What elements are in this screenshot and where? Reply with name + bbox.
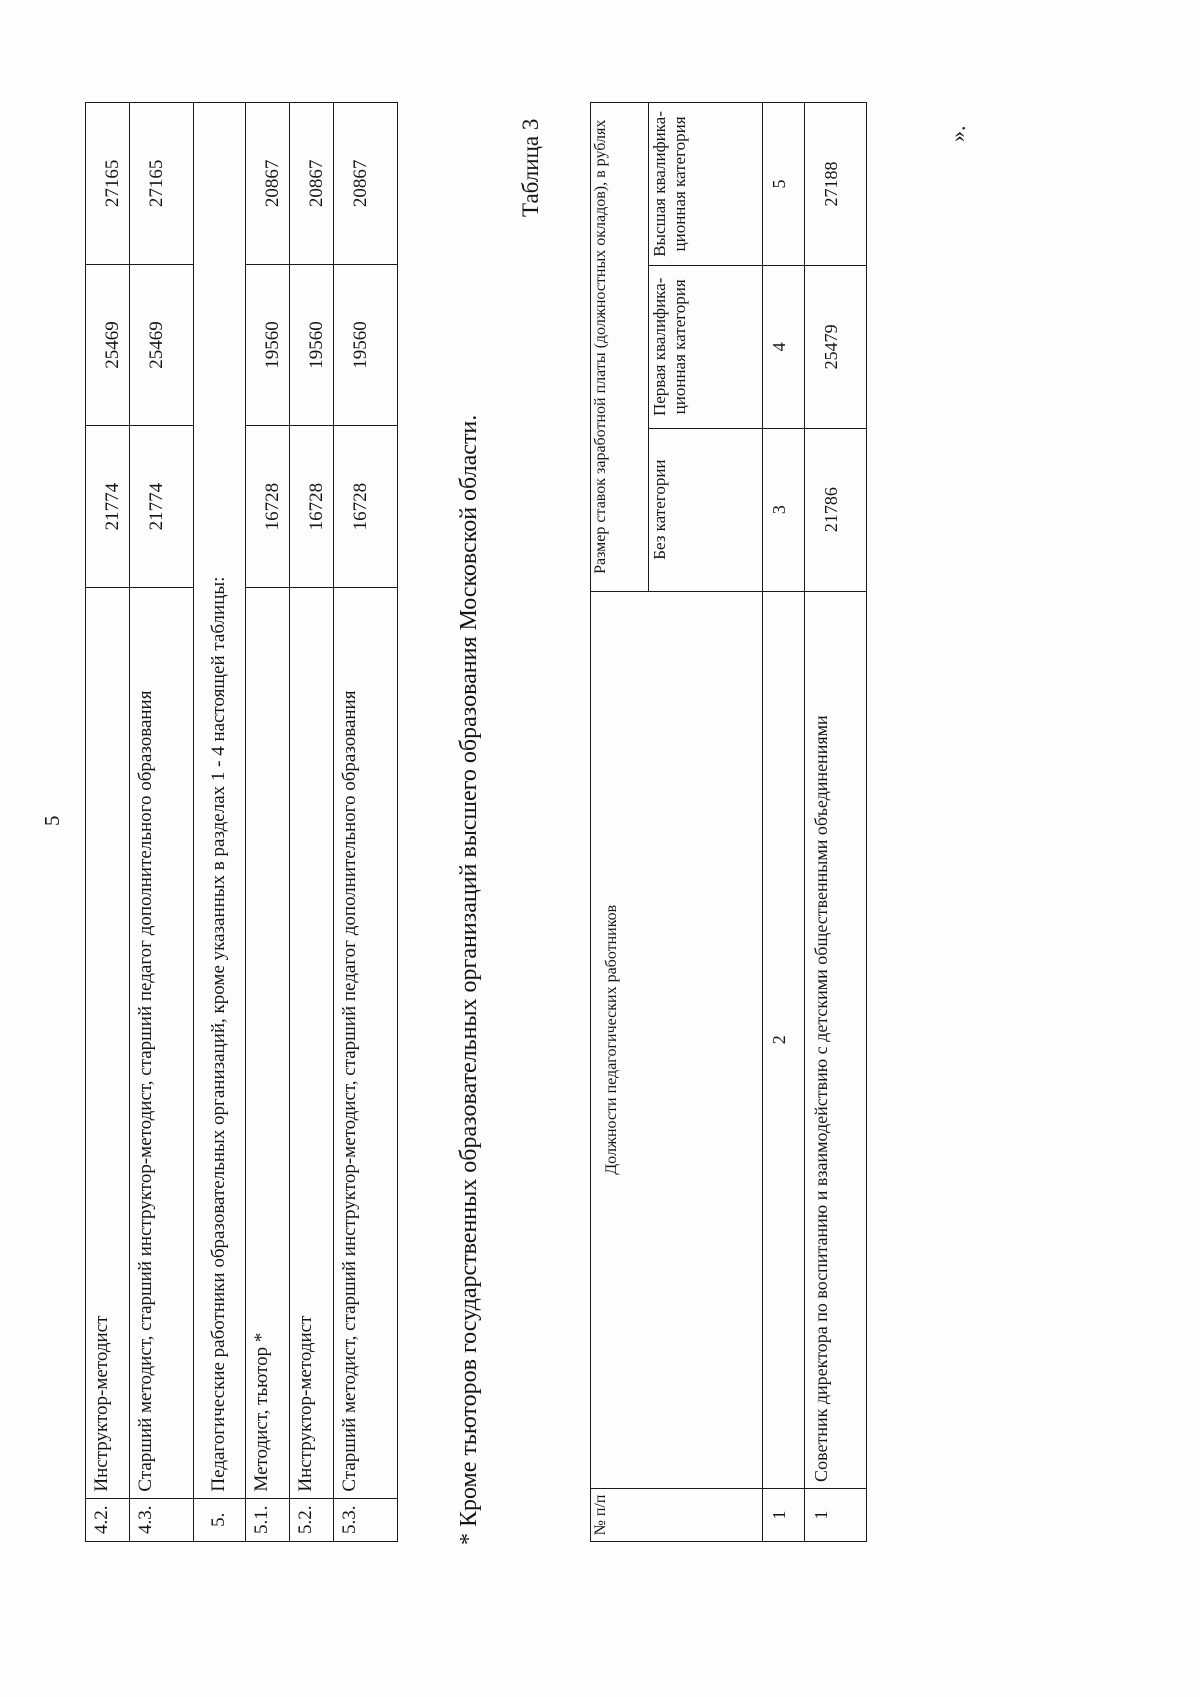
header-first-category: Первая квалифика-ционная категория bbox=[649, 265, 763, 428]
section-title: Педагогические работники образовательных организаций, кроме указанных в разделах 1 - 4 настоящей таблицы: bbox=[194, 103, 246, 1499]
salary-no-category: 16728 bbox=[334, 426, 398, 588]
table-row bbox=[86, 103, 130, 1542]
position-name: Методист, тьютор * bbox=[246, 587, 290, 1498]
header-highest-category: Высшая квалифика-ционная категория bbox=[649, 103, 763, 266]
column-index: 3 bbox=[763, 428, 805, 591]
column-index: 1 bbox=[763, 1488, 805, 1541]
column-index: 4 bbox=[763, 265, 805, 428]
row-number: 1 bbox=[805, 1488, 867, 1541]
header-number: № п/п bbox=[591, 1488, 763, 1541]
header-row bbox=[591, 103, 649, 1542]
position-name: Старший методист, старший инструктор-методист, старший педагог дополнительного образования bbox=[130, 587, 194, 1498]
page-number: 5 bbox=[40, 815, 64, 826]
table-row bbox=[290, 103, 334, 1542]
column-index: 5 bbox=[763, 103, 805, 266]
table-row bbox=[130, 103, 194, 1542]
position-name: Инструктор-методист bbox=[290, 587, 334, 1498]
position-name: Старший методист, старший инструктор-методист, старший педагог дополнительного образования bbox=[334, 587, 398, 1498]
row-number: 4.2. bbox=[86, 1498, 130, 1541]
salary-highest-category: 27165 bbox=[86, 103, 130, 265]
table-caption: Таблица 3 bbox=[518, 118, 543, 217]
row-number: 5.2. bbox=[290, 1498, 334, 1541]
salary-first-category: 19560 bbox=[290, 264, 334, 426]
salary-highest-category: 20867 bbox=[290, 103, 334, 265]
salary-highest-category: 27165 bbox=[130, 103, 194, 265]
footnote: * Кроме тьюторов государственных образовательных организаций высшего образования Московской области. bbox=[456, 414, 482, 1545]
column-index: 2 bbox=[763, 591, 805, 1488]
header-no-category: Без категории bbox=[649, 428, 763, 591]
position-name: Советник директора по воспитанию и взаимодействию с детскими общественными объединениями bbox=[805, 591, 867, 1488]
salary-no-category: 21774 bbox=[86, 426, 130, 588]
salary-no-category: 21774 bbox=[130, 426, 194, 588]
table-row bbox=[334, 103, 398, 1542]
salary-highest-category: 20867 bbox=[334, 103, 398, 265]
salary-first-category: 25469 bbox=[86, 264, 130, 426]
salary-first-category: 19560 bbox=[246, 264, 290, 426]
row-number: 5.3. bbox=[334, 1498, 398, 1541]
salary-highest-category: 27188 bbox=[805, 103, 867, 266]
section-row bbox=[194, 103, 246, 1542]
salary-table-continued bbox=[85, 102, 398, 1542]
table-row bbox=[805, 103, 867, 1542]
salary-first-category: 25469 bbox=[130, 264, 194, 426]
salary-no-category: 16728 bbox=[290, 426, 334, 588]
salary-first-category: 19560 bbox=[334, 264, 398, 426]
position-name: Инструктор-методист bbox=[86, 587, 130, 1498]
salary-highest-category: 20867 bbox=[246, 103, 290, 265]
table-row bbox=[246, 103, 290, 1542]
row-number: 4.3. bbox=[130, 1498, 194, 1541]
closing-quote: ». bbox=[945, 125, 970, 142]
row-number: 5.1. bbox=[246, 1498, 290, 1541]
header-position: Должности педагогических работников bbox=[591, 591, 763, 1488]
header-salary: Размер ставок заработной платы (должностных окладов), в рублях bbox=[591, 103, 649, 592]
salary-table-3 bbox=[590, 102, 867, 1542]
salary-no-category: 21786 bbox=[805, 428, 867, 591]
section-number: 5. bbox=[194, 1498, 246, 1541]
salary-no-category: 16728 bbox=[246, 426, 290, 588]
salary-first-category: 25479 bbox=[805, 265, 867, 428]
index-row bbox=[763, 103, 805, 1542]
